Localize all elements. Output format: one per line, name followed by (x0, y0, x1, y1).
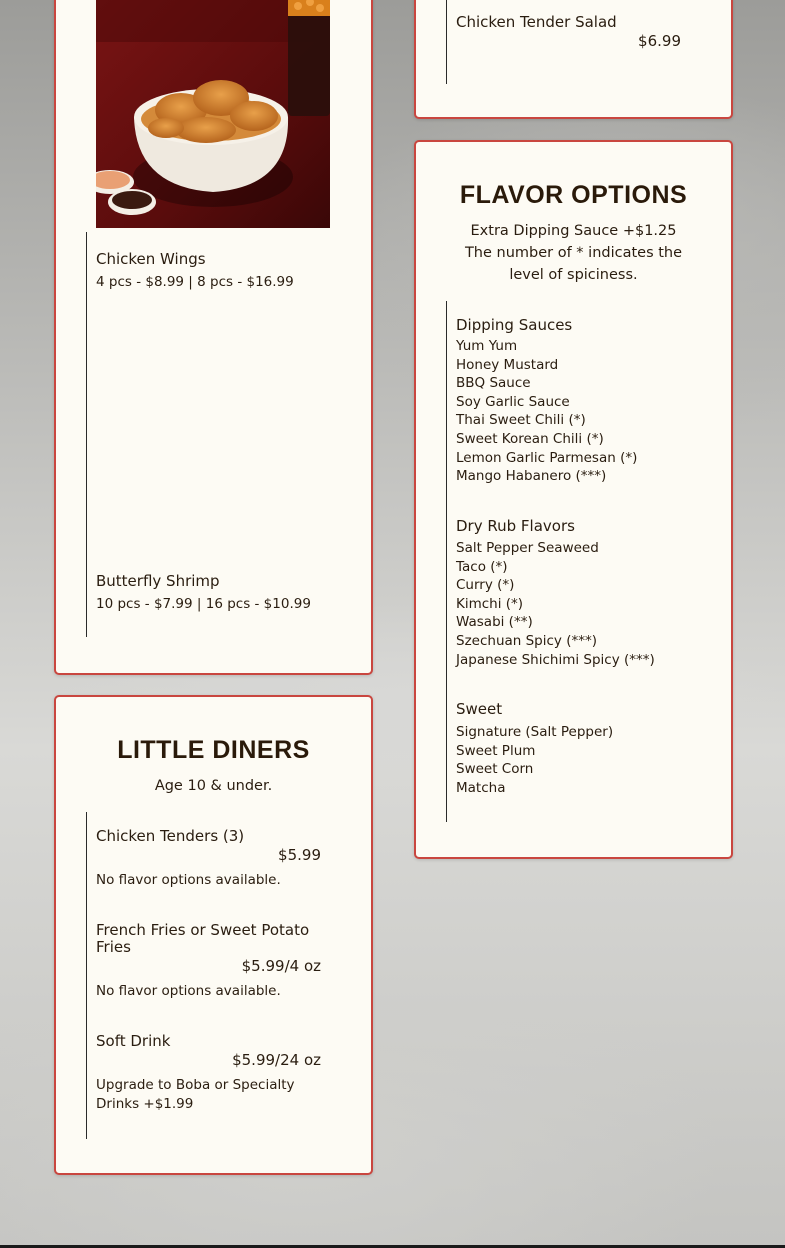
section-divider-line (446, 0, 447, 84)
menu-item-note: Upgrade to Boba or Specialty Drinks +$1.99 (96, 1077, 295, 1112)
list-item: Japanese Shichimi Spicy (***) (456, 651, 655, 668)
list-item: BBQ Sauce (456, 375, 531, 392)
fried-chicken-bowl-photo (96, 0, 330, 228)
flavor-list-sweet (456, 723, 613, 797)
menu-item-note: No flavor options available. (96, 983, 281, 999)
list-item: Soy Garlic Sauce (456, 393, 570, 410)
menu-item-price: $6.99 (638, 32, 681, 50)
list-item: Szechuan Spicy (***) (456, 632, 597, 649)
list-item: Sweet Korean Chili (*) (456, 430, 604, 447)
list-item: Sweet Plum (456, 742, 536, 759)
menu-item-name: Chicken Wings (96, 250, 206, 268)
list-item: Sweet Corn (456, 761, 534, 778)
section-title: FLAVOR OPTIONS (459, 181, 688, 209)
flavor-group-title: Dipping Sauces (456, 316, 573, 334)
list-item: Thai Sweet Chili (*) (456, 412, 586, 429)
menu-card-salads (414, 0, 733, 119)
menu-item-name: French Fries or Sweet Potato Fries (96, 921, 310, 956)
list-item: Matcha (456, 779, 506, 796)
list-item: Signature (Salt Pepper) (456, 724, 614, 740)
list-item: Kimchi (*) (456, 595, 524, 612)
list-item: Lemon Garlic Parmesan (*) (456, 449, 638, 466)
menu-item-price: $5.99/24 oz (232, 1051, 321, 1069)
flavor-group-title: Sweet (456, 700, 503, 718)
menu-card-little-diners (54, 695, 373, 1175)
list-item: Wasabi (**) (456, 614, 533, 631)
menu-item-price: $5.99 (278, 846, 321, 864)
list-item: Curry (*) (456, 577, 515, 594)
list-item: Honey Mustard (456, 356, 559, 373)
section-subtitle: Age 10 & under. (154, 778, 273, 794)
list-item: Salt Pepper Seaweed (456, 540, 599, 556)
menu-item-name: Chicken Tenders (3) (96, 827, 245, 845)
section-divider-line (446, 301, 447, 822)
menu-card-appetizers (54, 0, 373, 675)
list-item: Mango Habanero (***) (456, 468, 607, 485)
extra-sauce-note: Extra Dipping Sauce +$1.25 (470, 223, 677, 239)
flavor-list-dry-rub (456, 539, 655, 669)
menu-item-detail: 4 pcs - $8.99 | 8 pcs - $16.99 (96, 274, 294, 290)
section-divider-line (86, 812, 87, 1139)
menu-item-name: Butterfly Shrimp (96, 572, 220, 590)
section-subtitle (446, 220, 701, 286)
menu-card-flavor-options (414, 140, 733, 859)
menu-item-name: Soft Drink (96, 1032, 171, 1050)
flavor-list-dipping-sauces (456, 337, 637, 486)
list-item: Taco (*) (456, 558, 508, 575)
list-item: Yum Yum (456, 338, 518, 354)
menu-item-detail: 10 pcs - $7.99 | 16 pcs - $10.99 (96, 596, 311, 612)
menu-item-price: $5.99/4 oz (241, 957, 321, 975)
menu-item-note: No flavor options available. (96, 872, 281, 888)
section-title: LITTLE DINERS (117, 736, 310, 764)
menu-item-name: Chicken Tender Salad (456, 13, 617, 31)
section-divider-line (86, 232, 87, 637)
spiciness-note: The number of * indicates the level of spiciness. (464, 245, 683, 283)
flavor-group-title: Dry Rub Flavors (456, 517, 575, 535)
